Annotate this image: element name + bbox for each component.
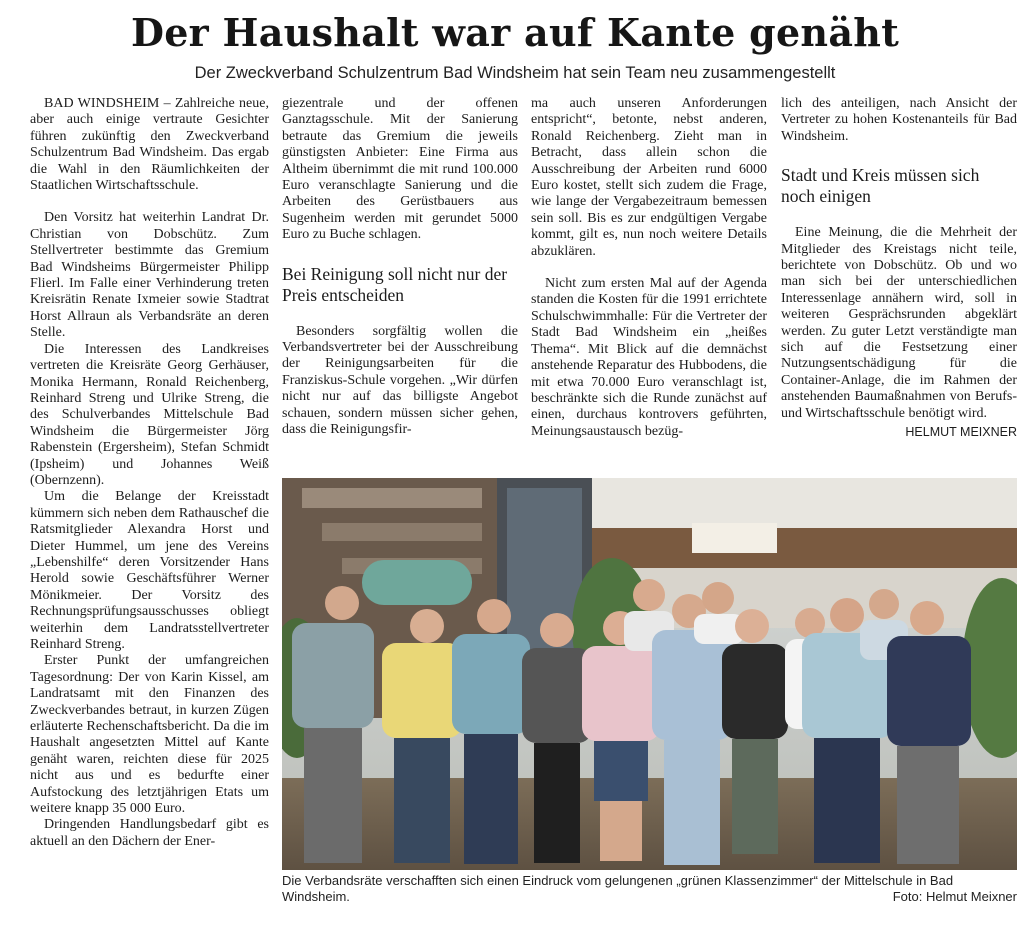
paragraph: Nicht zum ersten Mal auf der Agenda standen die Kosten für die 1991 errichtete Schulschwimmhalle: Für die Vertreter der Stadt Bad Windsheim ein „heißes Thema“. Mit Blick auf die demnächst anstehende Reparatur des Hubbodens, die mit etwa 70.000 Euro veranschlagt ist, beschränkte sich die Runde zunächst auf einen, durchaus kontrovers geführten, Meinungsaustausch bezüg- bbox=[531, 276, 767, 439]
subheadline: Der Zweckverband Schulzentrum Bad Windsheim hat sein Team neu zusammengestellt bbox=[194, 64, 836, 82]
paragraph: Um die Belange der Kreisstadt kümmern sich neben dem Rathauschef die Ratsmitglieder Alexandra Horst und Dieter Hummel, um jene des Vereins „Lebenshilfe“ deren Vorsitzender Hans Herold sowie Geschäftsführer Werner Mönikmeier. Der Vorsitz des Rechnungsprüfungsausschusses obliegt weiterhin dem Landratsstellvertreter Reinhard Streng. bbox=[30, 489, 269, 652]
article-column-4 bbox=[781, 96, 1017, 441]
group-photo bbox=[282, 478, 1017, 870]
section-heading: Stadt und Kreis müssen sich noch einigen bbox=[781, 165, 980, 207]
article-column-3 bbox=[531, 96, 767, 440]
paragraph: Die Interessen des Landkreises vertreten die Kreisräte Georg Gerhäuser, Monika Hermann, Ronald Reichenberg, Reinhard Streng und Ulrike Streng, die des Schulverbandes Mittelschule Bad Windsheim die Bürgermeister Jörg Rabenstein (Ergersheim), Stefan Schmidt (Ipsheim) und Johannes Weiß (Obernzenn). bbox=[30, 341, 269, 488]
paragraph: giezentrale und der offenen Ganztagsschule. Mit der Sanierung betraute das Gremium die jeweils günstigsten Anbieter: Eine Firma aus Altheim übernimmt die mit rund 100.000 Euro veranschlagte Sanierung und die Arbeiten des Gerüstbauers aus Sugenheim werden mit gerundet 5000 Euro zu Buche schlagen. bbox=[282, 96, 518, 243]
photo-caption: Die Verbandsräte verschafften sich einen Eindruck vom gelungenen „grünen Klassenzimmer“ der Mittelschule in Bad Windsheim. bbox=[282, 873, 954, 904]
paragraph: Eine Meinung, die die Mehrheit der Mitglieder des Kreistags nicht teile, berichtete von Dobschütz. Ob und wo man sich bei der unterschiedlichen Interessenlage annähern wird, soll in weiteren Gesprächsrunden abgeklärt werden. Zu guter Letzt verständigte man sich auf die Festsetzung einer Nutzungsentschädigung für die Container-Anlage, die im Rahmen der anstehenden Baumaßnahmen von Berufs- und Wirtschaftsschule benötigt wird. bbox=[781, 225, 1017, 421]
article-column-1 bbox=[30, 96, 269, 850]
photo-credit: Foto: Helmut Meixner bbox=[892, 889, 1017, 904]
paragraph: BAD WINDSHEIM – Zahlreiche neue, aber auch einige vertraute Gesichter führen zukünftig den Zweckverband Schulzentrum Bad Windsheim. Das ergab die Wahl in den Räumlichkeiten der Staatlichen Wirtschaftsschule. bbox=[30, 96, 269, 194]
headline: Der Haushalt war auf Kante genäht bbox=[130, 10, 900, 55]
section-heading: Bei Reinigung soll nicht nur der Preis entscheiden bbox=[282, 263, 508, 305]
paragraph: Den Vorsitz hat weiterhin Landrat Dr. Christian von Dobschütz. Zum Stellvertreter bestimmte das Gremium Bad Windsheims Bürgermeister Philipp Flierl. Im Falle einer Verhinderung treten Kreisrätin Renate Ixmeier sowie Stadtrat Horst Allraun als Verbandsräte an deren Stelle. bbox=[30, 210, 269, 341]
paragraph: Erster Punkt der umfangreichen Tagesordnung: Der von Karin Kissel, am Landratsamt mit den Finanzen des Zweckverbandes betraut, in kurzen Zügen erläuterte Rechenschaftsbericht. Da die im Haushalt angesetzten Mittel auf Kante genäht waren, reichten diese für 2025 nicht aus und es bedurfte einer Aufstockung des letztjährigen Etats um weitere knapp 35 000 Euro. bbox=[30, 653, 269, 817]
article-column-2 bbox=[282, 96, 518, 439]
paragraph: ma auch unseren Anforderungen entspricht“, betonte, nebst anderen, Ronald Reichenberg. Zieht man in Betracht, dass allein schon die Ausschreibung der Arbeiten rund 6000 Euro kostet, stellt sich zudem die Frage, wie lange der Vergabezeitraum bemessen sein soll. Bis es zur endgültigen Vergabe kommt, gilt es, nun noch weitere Details abzuklären. bbox=[531, 96, 767, 259]
paragraph: Dringenden Handlungsbedarf gibt es aktuell an den Dächern der Ener- bbox=[30, 817, 269, 849]
author-byline: HELMUT MEIXNER bbox=[905, 425, 1017, 440]
paragraph: lich des anteiligen, nach Ansicht der Vertreter zu hohen Kostenanteils für Bad Windsheim. bbox=[781, 96, 1017, 144]
paragraph: Besonders sorgfältig wollen die Verbandsvertreter bei der Ausschreibung der Reinigungsarbeiten für die Franziskus-Schule vorgehen. „Wir dürfen nicht nur auf das billigste Angebot schauen, sondern müssen sicher gehen, dass die Reinigungsfir- bbox=[282, 323, 518, 438]
group-photo-illustration bbox=[282, 478, 1017, 870]
